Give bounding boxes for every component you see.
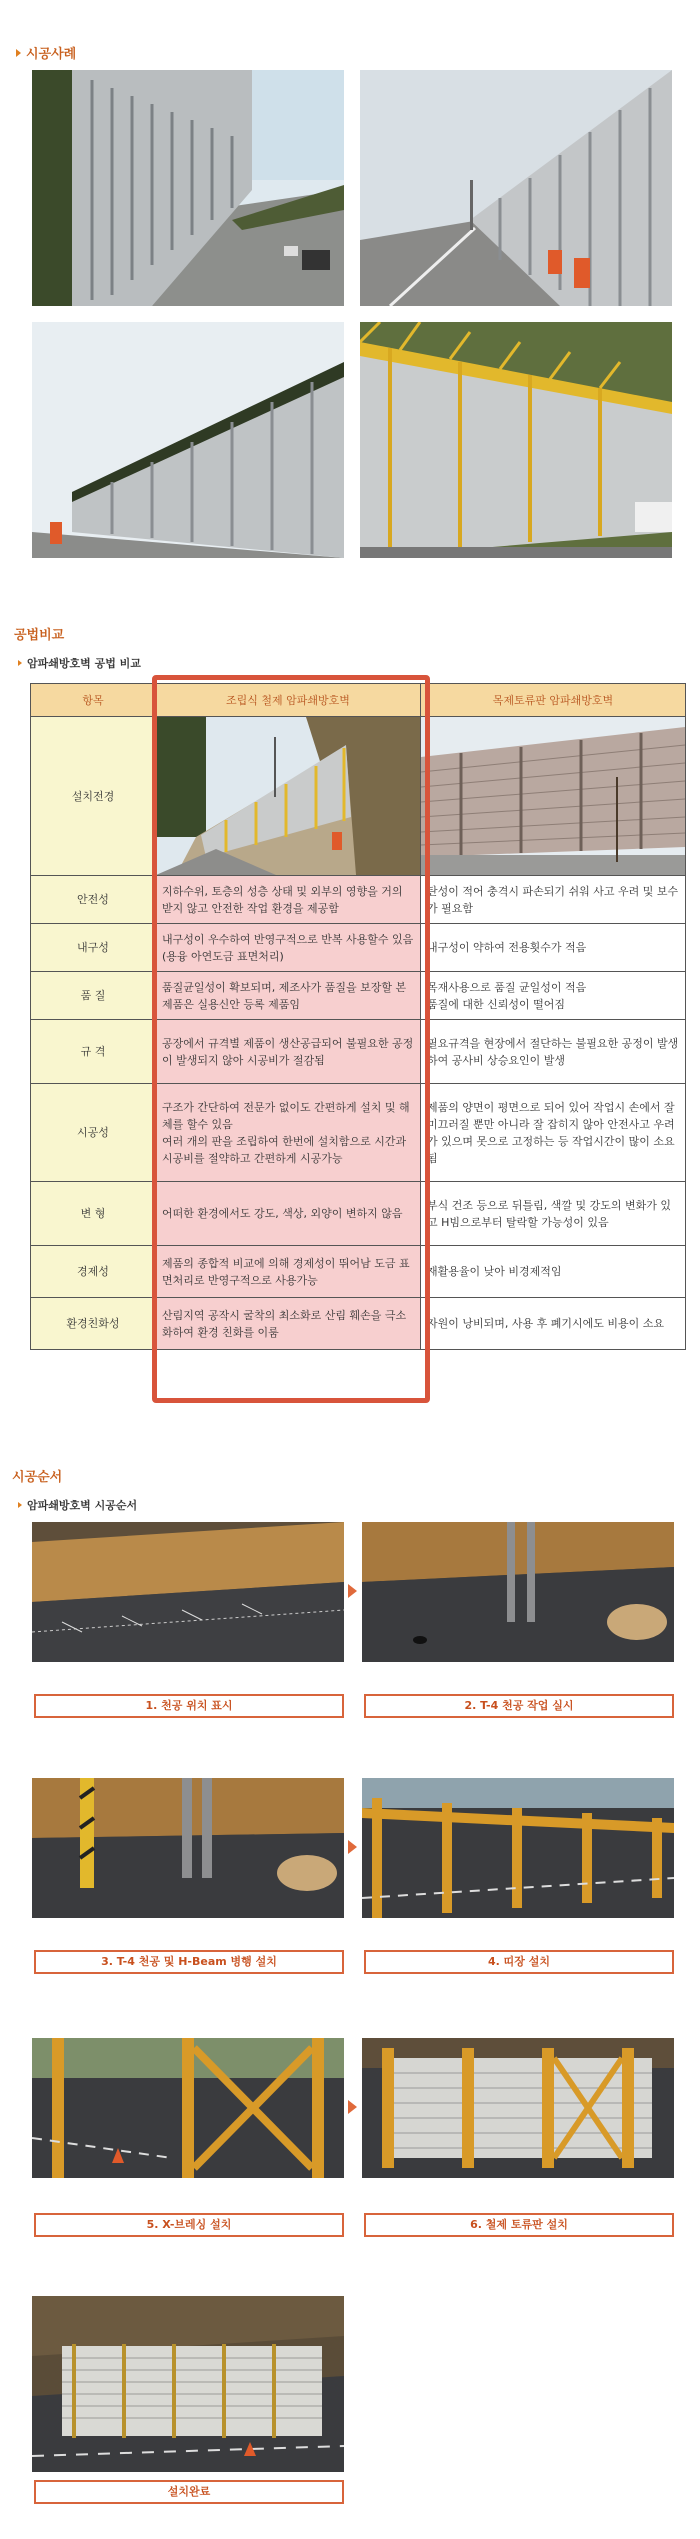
row-label: 시공성 <box>31 1084 156 1182</box>
next-arrow-icon <box>348 1584 357 1598</box>
step-1-image <box>32 1522 344 1662</box>
step-4-image <box>362 1778 674 1918</box>
bullet-arrow-icon <box>18 660 22 666</box>
cell-steel: 구조가 간단하여 전문가 없이도 간편하게 설치 및 해체를 할수 있음 여러 개의 판을 조립하여 한번에 설치함으로 시간과 시공비를 절약하고 간편하게 시공가능 <box>156 1084 421 1182</box>
step-1-label: 1. 천공 위치 표시 <box>34 1694 344 1718</box>
case-photo-2 <box>360 70 672 306</box>
case-photo-4 <box>360 322 672 558</box>
step-4-label: 4. 띠장 설치 <box>364 1950 674 1974</box>
table-row <box>31 1298 686 1350</box>
cell-steel: 품질균일성이 확보되며, 제조사가 품질을 보장할 본 제품은 실용신안 등록 제품임 <box>156 972 421 1020</box>
table-header: 항목 <box>31 684 156 717</box>
row-label: 환경친화성 <box>31 1298 156 1350</box>
cell-wood: 재활용율이 낮아 비경제적임 <box>421 1246 686 1298</box>
table-row <box>31 1246 686 1298</box>
cell-wood: 필요규격을 현장에서 절단하는 불필요한 공정이 발생하여 공사비 상승요인이 발생 <box>421 1020 686 1084</box>
cell-steel: 어떠한 환경에서도 강도, 색상, 외양이 변하지 않음 <box>156 1182 421 1246</box>
row-label: 설치전경 <box>31 717 156 876</box>
table-header: 조립식 철제 암파쇄방호벽 <box>156 684 421 717</box>
section-title-order: 시공순서 <box>12 1470 63 1485</box>
row-label: 품 질 <box>31 972 156 1020</box>
comparison-table <box>30 683 686 1350</box>
section-title-cases: 시공사례 <box>16 43 76 62</box>
table-row <box>31 1182 686 1246</box>
cell-wood: 목재사용으로 품질 균일성이 적음 품질에 대한 신뢰성이 떨어짐 <box>421 972 686 1020</box>
table-row <box>31 876 686 924</box>
section-subtitle-compare: 암파쇄방호벽 공법 비교 <box>18 655 141 671</box>
bullet-arrow-icon <box>16 49 21 57</box>
step-2-image <box>362 1522 674 1662</box>
step-3-label: 3. T-4 천공 및 H-Beam 병행 설치 <box>34 1950 344 1974</box>
cell-steel: 내구성이 우수하여 반영구적으로 반복 사용할수 있음(용융 아연도금 표면처리) <box>156 924 421 972</box>
table-header: 목제토류판 암파쇄방호벽 <box>421 684 686 717</box>
step-6-image <box>362 2038 674 2178</box>
cell-steel: 공장에서 규격별 제품이 생산공급되어 불필요한 공정이 발생되지 않아 시공비가 절감됨 <box>156 1020 421 1084</box>
section-title-compare: 공법비교 <box>14 628 65 643</box>
cell-steel: 제품의 종합적 비교에 의해 경제성이 뛰어남 도금 표면처리로 반영구적으로 사용가능 <box>156 1246 421 1298</box>
row-label: 규 격 <box>31 1020 156 1084</box>
cell-steel: 지하수위, 토층의 성층 상태 및 외부의 영향을 거의 받지 않고 안전한 작업 환경을 제공함 <box>156 876 421 924</box>
section-subtitle-order: 암파쇄방호벽 시공순서 <box>18 1497 137 1513</box>
row-label: 안전성 <box>31 876 156 924</box>
step-final-label: 설치완료 <box>34 2480 344 2504</box>
case-photo-1 <box>32 70 344 306</box>
step-5-image <box>32 2038 344 2178</box>
table-row <box>31 972 686 1020</box>
next-arrow-icon <box>348 1840 357 1854</box>
table-row <box>31 924 686 972</box>
row-label: 내구성 <box>31 924 156 972</box>
install-photo-wood <box>421 717 686 876</box>
cell-wood: 부식 건조 등으로 뒤틀림, 색깔 및 강도의 변화가 있고 H빔으로부터 탈락할 가능성이 있음 <box>421 1182 686 1246</box>
step-3-image <box>32 1778 344 1918</box>
install-photo-steel <box>156 717 421 876</box>
cell-wood: 제품의 양면이 평면으로 되어 있어 작업시 손에서 잘 미끄러질 뿐만 아니라 잘 잡히지 않아 안전사고 우려가 있으며 못으로 고정하는 등 작업시간이 많이 소요됨 <box>421 1084 686 1182</box>
table-row <box>31 717 686 876</box>
cell-wood: 탄성이 적어 충격시 파손되기 쉬워 사고 우려 및 보수가 필요함 <box>421 876 686 924</box>
cell-wood: 자원이 낭비되며, 사용 후 폐기시에도 비용이 소요 <box>421 1298 686 1350</box>
cell-wood: 내구성이 약하여 전용횟수가 적음 <box>421 924 686 972</box>
cell-steel: 산림지역 공작시 굴착의 최소화로 산림 훼손을 극소화하여 환경 친화를 이룸 <box>156 1298 421 1350</box>
table-row <box>31 1020 686 1084</box>
table-header-row <box>31 684 686 717</box>
step-6-label: 6. 철제 토류판 설치 <box>364 2213 674 2237</box>
case-photo-3 <box>32 322 344 558</box>
row-label: 변 형 <box>31 1182 156 1246</box>
row-label: 경제성 <box>31 1246 156 1298</box>
table-row <box>31 1084 686 1182</box>
step-final-image <box>32 2296 344 2472</box>
step-2-label: 2. T-4 천공 작업 실시 <box>364 1694 674 1718</box>
bullet-arrow-icon <box>18 1502 22 1508</box>
next-arrow-icon <box>348 2100 357 2114</box>
step-5-label: 5. X-브레싱 설치 <box>34 2213 344 2237</box>
